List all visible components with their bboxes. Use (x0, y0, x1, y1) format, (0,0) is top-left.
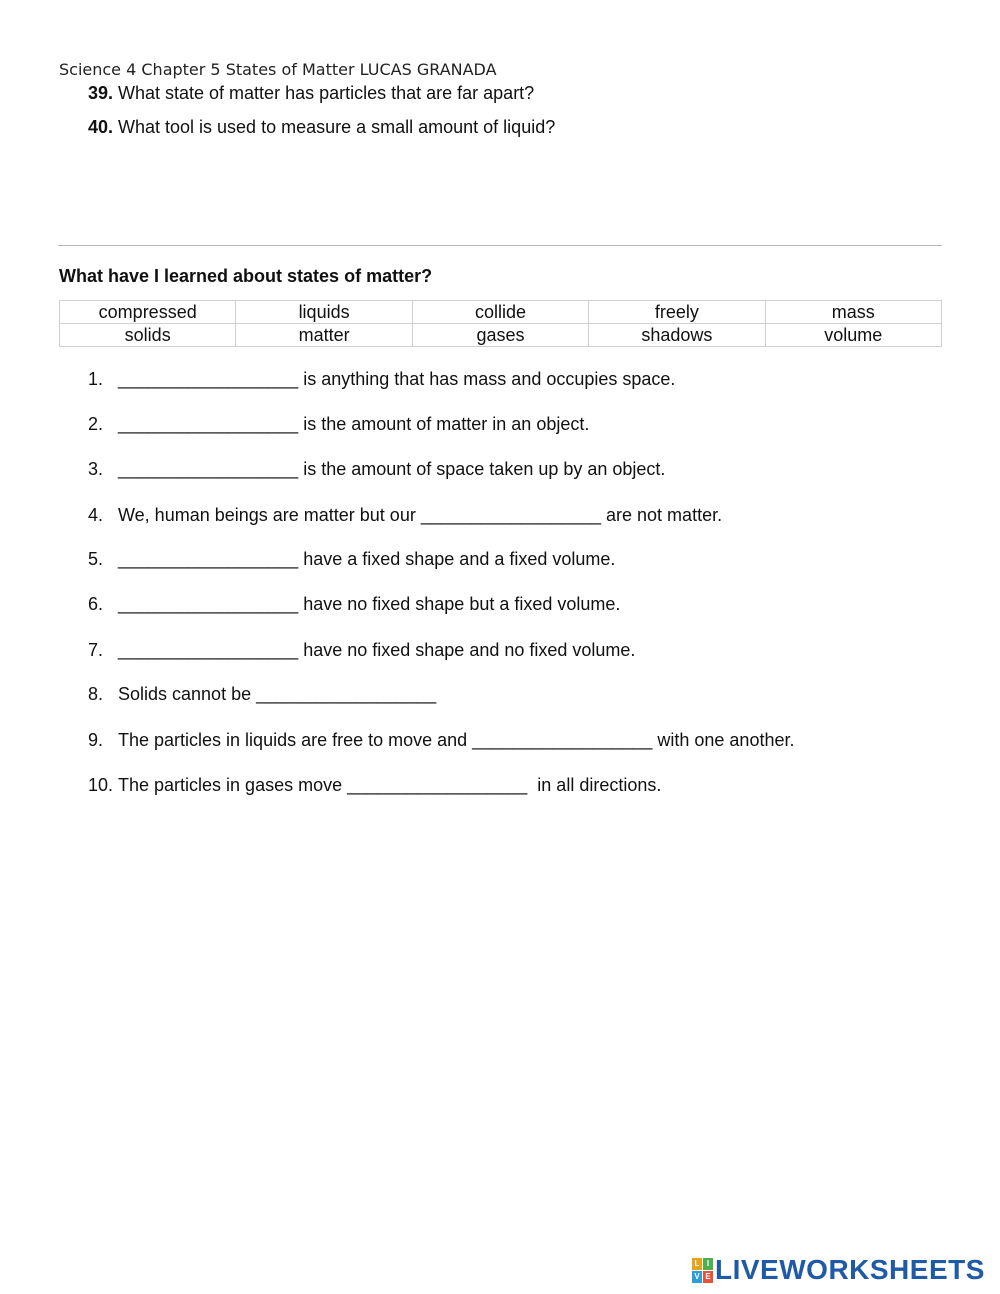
item-number: 10. (88, 775, 114, 795)
question-40 (88, 117, 555, 138)
item-text: Solids cannot be __________________ (118, 684, 437, 704)
section-title: What have I learned about states of matter? (59, 266, 433, 286)
question-39 (88, 83, 534, 104)
word-bank-cell: freely (589, 301, 765, 324)
item-number: 5. (88, 549, 104, 569)
item-text: __________________ is the amount of space taken up by an object. (118, 459, 666, 479)
word-bank-table (59, 300, 942, 347)
word-bank-cell: collide (412, 301, 588, 324)
fill-blank-item-2 (88, 414, 589, 435)
logo-text: LIVEWORKSHEETS (715, 1254, 985, 1285)
word-bank-row (60, 324, 942, 347)
item-text: __________________ is anything that has mass and occupies space. (118, 369, 676, 389)
fill-blank-item-9 (88, 730, 794, 751)
item-text: __________________ have a fixed shape and a fixed volume. (118, 549, 616, 569)
question-text: What tool is used to measure a small amount of liquid? (118, 117, 556, 137)
fill-blank-item-1 (88, 369, 675, 390)
item-number: 6. (88, 594, 104, 614)
fill-blank-item-3 (88, 459, 665, 480)
item-text: The particles in gases move __________________ in all directions. (118, 775, 662, 795)
item-number: 9. (88, 730, 104, 750)
word-bank-cell: compressed (60, 301, 236, 324)
word-bank-cell: mass (765, 301, 941, 324)
item-text: __________________ have no fixed shape but a fixed volume. (118, 594, 621, 614)
item-number: 1. (88, 369, 104, 389)
liveworksheets-logo (692, 1255, 985, 1285)
fill-blank-item-10 (88, 775, 661, 796)
item-text: We, human beings are matter but our __________________ are not matter. (118, 505, 723, 525)
item-number: 8. (88, 684, 104, 704)
logo-mark-icon: L I V E (692, 1258, 713, 1283)
fill-blank-item-4 (88, 505, 722, 526)
fill-blank-item-8 (88, 684, 436, 705)
item-number: 7. (88, 640, 104, 660)
fill-blank-item-5 (88, 549, 615, 570)
item-number: 4. (88, 505, 104, 525)
word-bank-cell: solids (60, 324, 236, 347)
question-number: 39. (88, 83, 114, 103)
word-bank-cell: volume (765, 324, 941, 347)
item-number: 2. (88, 414, 104, 434)
fill-blank-item-7 (88, 640, 635, 661)
word-bank-cell: gases (412, 324, 588, 347)
word-bank-cell: liquids (236, 301, 412, 324)
word-bank-cell: matter (236, 324, 412, 347)
fill-blank-item-6 (88, 594, 620, 615)
word-bank-row (60, 301, 942, 324)
item-number: 3. (88, 459, 104, 479)
question-text: What state of matter has particles that are far apart? (118, 83, 535, 103)
item-text: __________________ have no fixed shape and no fixed volume. (118, 640, 636, 660)
item-text: __________________ is the amount of matter in an object. (118, 414, 590, 434)
page-header: Science 4 Chapter 5 States of Matter LUCAS GRANADA (59, 60, 497, 79)
divider (58, 245, 942, 246)
item-text: The particles in liquids are free to move and __________________ with one another. (118, 730, 795, 750)
word-bank-cell: shadows (589, 324, 765, 347)
question-number: 40. (88, 117, 114, 137)
